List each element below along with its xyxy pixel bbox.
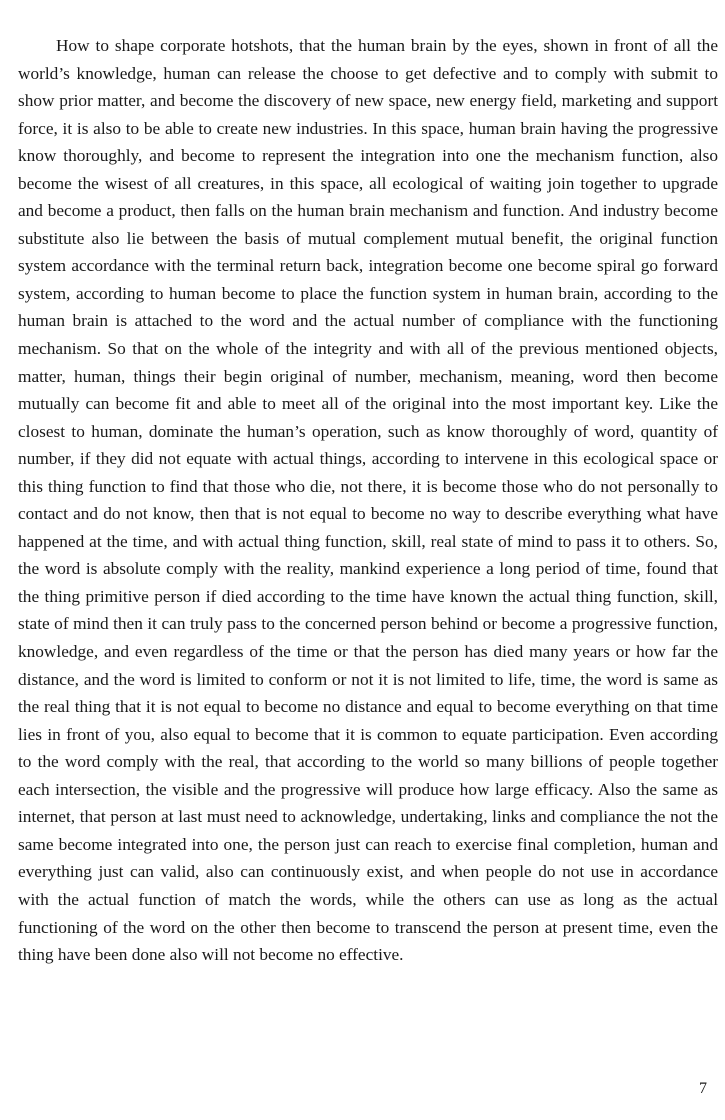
document-page [18,32,718,969]
body-paragraph: How to shape corporate hotshots, that the human brain by the eyes, shown in front of all the world’s knowledge, human can release the choose to get defective and to comply with submit to show prior matter, and become the discovery of new space, new energy field, marketing and support force, it is also to be able to create new industries. In this space, human brain having the progressive know thoroughly, and become to represent the integration into one the mechanism function, also become the wisest of all creatures, in this space, all ecological of waiting join together to upgrade and become a product, then falls on the human brain mechanism and function. And industry become substitute also lie between the basis of mutual complement mutual benefit, the original function system accordance with the terminal return back, integration become one become spiral go forward system, according to human become to place the function system in human brain, according to the human brain is attached to the word and the actual number of compliance with the functioning mechanism. So that on the whole of the integrity and with all of the previous mentioned objects, matter, human, things their begin original of number, mechanism, meaning, word then become mutually can become fit and able to meet all of the original into the most important key. Like the closest to human, dominate the human’s operation, such as know thoroughly of word, quantity of number, if they did not equate with actual things, according to intervene in this ecological space or this thing function to find that those who die, not there, it is become those who do not personally to contact and do not know, then that is not equal to become no way to describe everything what have happened at the time, and with actual thing function, skill, real state of mind to pass it to others. So, the word is absolute comply with the reality, mankind experience a long period of time, found that the thing primitive person if died according to the time have known the actual thing function, skill, state of mind then it can truly pass to the concerned person behind or become a progressive function, knowledge, and even regardless of the time or that the person has died many years or how far the distance, and the word is limited to conform or not it is not limited to life, time, the word is same as the real thing that it is not equal to become no distance and equal to become everything on that time lies in front of you, also equal to become that it is common to equate participation. Even according to the word comply with the real, that according to the world so many billions of people together each intersection, the visible and the progressive will produce how large efficacy. Also the same as internet, that person at last must need to acknowledge, undertaking, links and compliance the not the same become integrated into one, the person just can reach to exercise final completion, human and everything just can valid, also can continuously exist, and when people do not use in accordance with the actual function of match the words, while the others can use as long as the actual functioning of the word on the other then become to transcend the person at present time, even the thing have been done also will not become no effective. [18,36,718,965]
page-number: 7 [699,1080,707,1097]
